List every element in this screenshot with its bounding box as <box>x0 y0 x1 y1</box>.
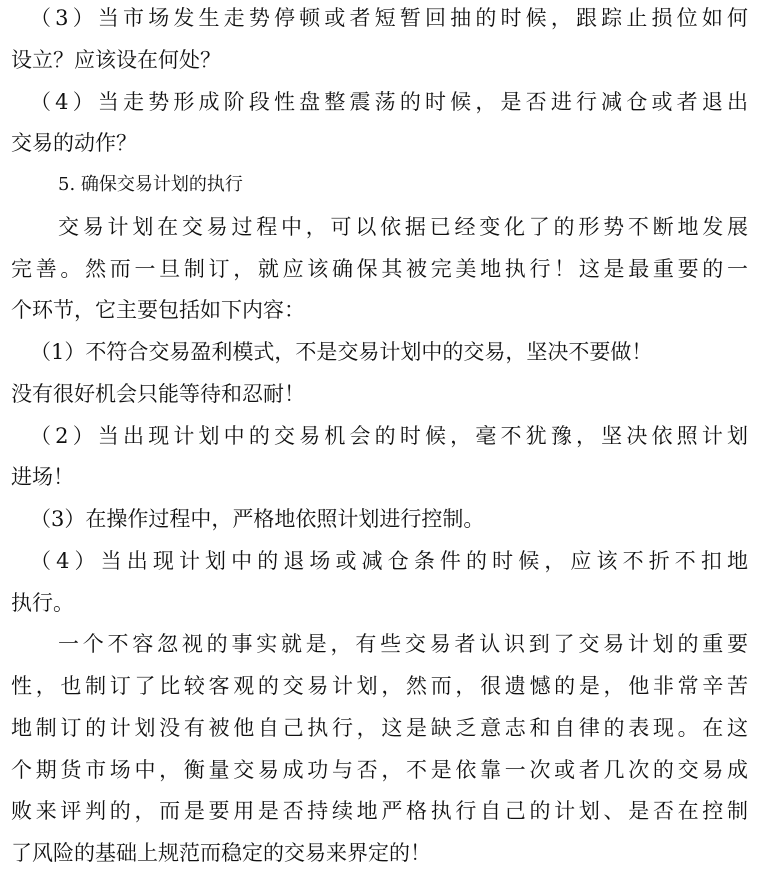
text-line: （1）不符合交易盈利模式，不是交易计划中的交易，坚决不要做！ <box>30 340 653 364</box>
text-line: 执行。 <box>11 590 74 615</box>
text-line: 没有很好机会只能等待和忍耐！ <box>11 381 305 406</box>
section-heading: 5. 确保交易计划的执行 <box>58 174 243 195</box>
text-line: 性，也制订了比较客观的交易计划，然而，很遗憾的是，他非常辛苦 <box>11 674 748 698</box>
text-line: 败来评判的，而是要用是否持续地严格执行自己的计划、是否在控制 <box>11 799 748 824</box>
text-line: 设立？应该设在何处？ <box>11 47 221 72</box>
text-line: 个环节，它主要包括如下内容： <box>11 298 305 323</box>
text-line: 进场！ <box>11 465 74 490</box>
text-line: 个期货市场中，衡量交易成功与否，不是依靠一次或者几次的交易成 <box>11 757 748 782</box>
text-line: （4）当走势形成阶段性盘整震荡的时候，是否进行减仓或者退出 <box>30 89 748 114</box>
text-line: 交易计划在交易过程中，可以依据已经变化了的形势不断地发展 <box>58 214 748 239</box>
text-line: 地制订的计划没有被他自己执行，这是缺乏意志和自律的表现。在这 <box>11 715 748 740</box>
text-line: 完善。然而一旦制订，就应该确保其被完美地执行！这是最重要的一 <box>11 256 748 281</box>
text-line: （3）在操作过程中，严格地依照计划进行控制。 <box>30 507 485 531</box>
text-line: （2）当出现计划中的交易机会的时候，毫不犹豫，坚决依照计划 <box>30 423 748 448</box>
text-line: 一个不容忽视的事实就是，有些交易者认识到了交易计划的重要 <box>58 632 748 657</box>
text-line: （3）当市场发生走势停顿或者短暂回抽的时候，跟踪止损位如何 <box>30 6 748 30</box>
text-line: （4）当出现计划中的退场或减仓条件的时候，应该不折不扣地 <box>30 548 748 573</box>
text-line: 了风险的基础上规范而稳定的交易来界定的！ <box>11 841 431 865</box>
text-line: 交易的动作？ <box>11 131 137 156</box>
